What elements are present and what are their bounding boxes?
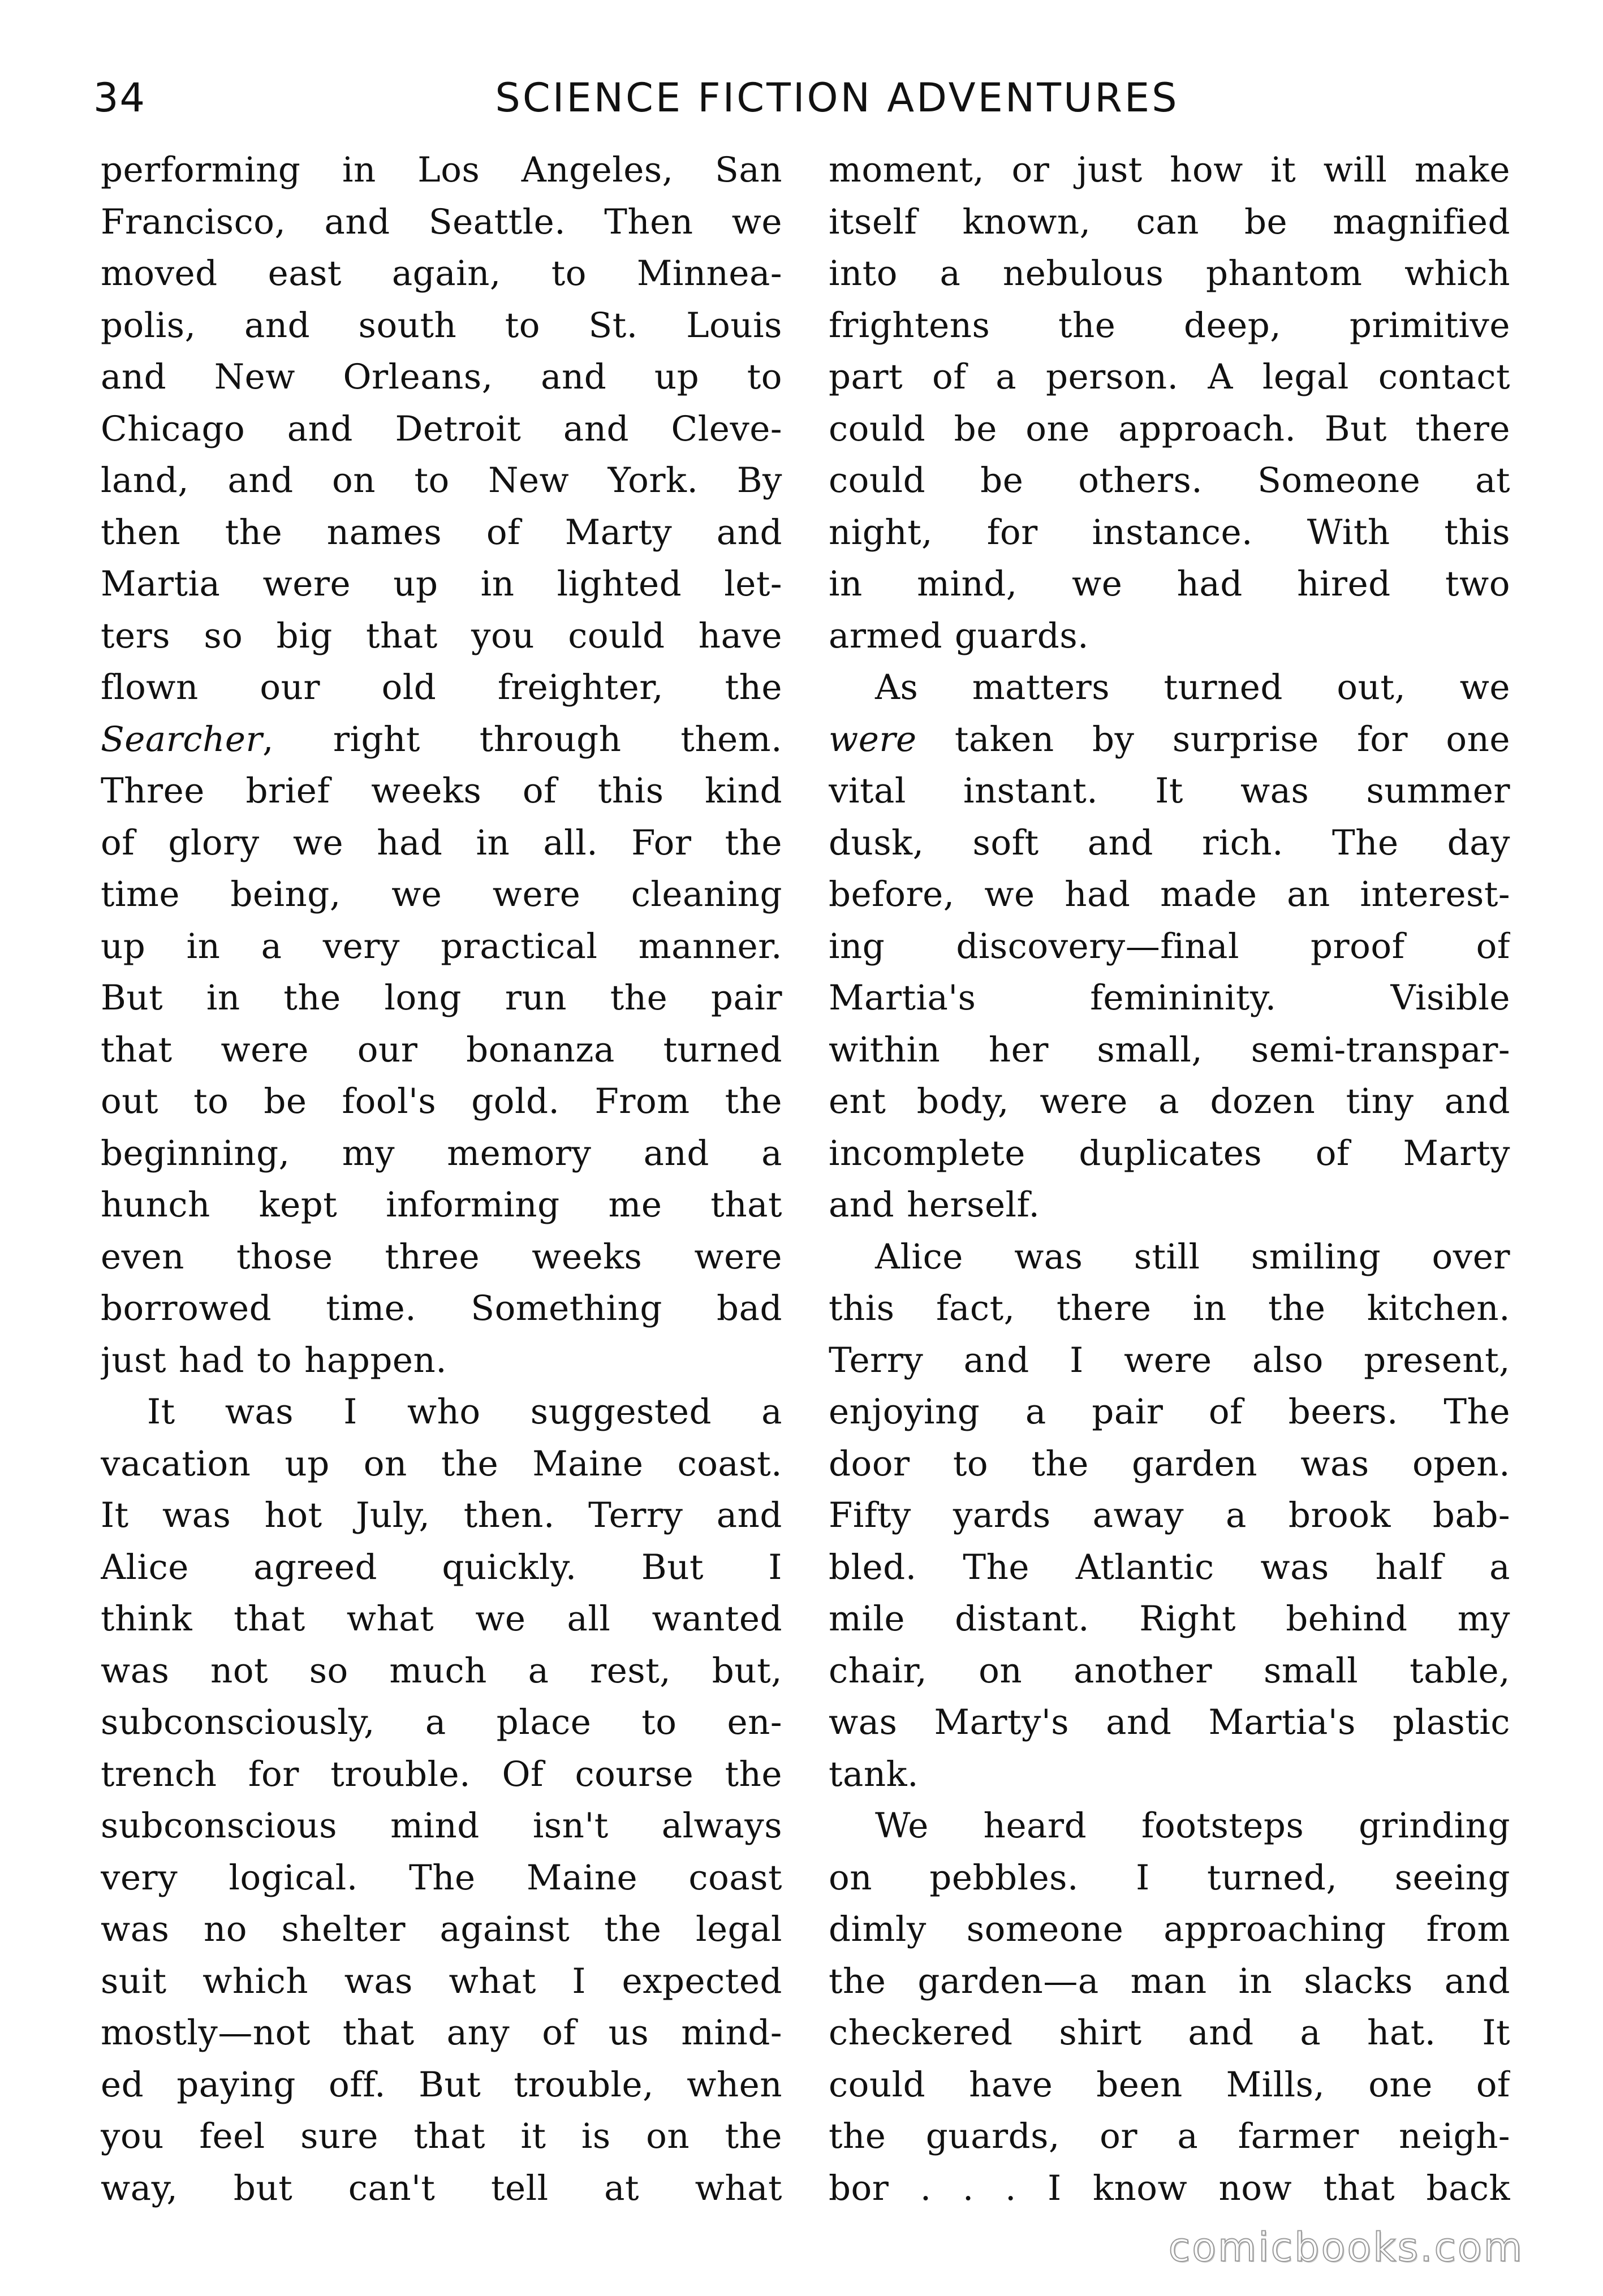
text-line: the guards, or a farmer neigh- bbox=[829, 2116, 1510, 2156]
text-line: Alice was still smiling over bbox=[875, 1236, 1510, 1277]
text-line: Martia's femininity. Visible bbox=[829, 978, 1510, 1018]
text-line: polis, and south to St. Louis bbox=[101, 305, 782, 346]
text-line: night, for instance. With this bbox=[829, 512, 1510, 553]
text-line: beginning, my memory and a bbox=[101, 1133, 782, 1173]
text-line: incomplete duplicates of Marty bbox=[829, 1133, 1510, 1173]
text-line: land, and on to New York. By bbox=[101, 460, 782, 500]
text-line: even those three weeks were bbox=[101, 1236, 782, 1277]
watermark: comicbooks.com bbox=[1168, 2224, 1524, 2271]
text-line: vital instant. It was summer bbox=[829, 771, 1510, 811]
text-line: Francisco, and Seattle. Then we bbox=[101, 201, 782, 242]
text-line: But in the long run the pair bbox=[101, 978, 782, 1018]
text-line: this fact, there in the kitchen. bbox=[829, 1288, 1510, 1328]
text-line: Alice agreed quickly. But I bbox=[101, 1547, 782, 1587]
text-line: on pebbles. I turned, seeing bbox=[829, 1857, 1510, 1898]
text-line: It was I who suggested a bbox=[147, 1392, 782, 1432]
text-line: into a nebulous phantom which bbox=[829, 253, 1510, 294]
text-line: bor . . . I know now that back bbox=[829, 2168, 1510, 2208]
text-line: checkered shirt and a hat. It bbox=[829, 2013, 1510, 2053]
text-line: time being, we were cleaning bbox=[101, 874, 782, 914]
text-line: could have been Mills, one of bbox=[829, 2064, 1510, 2105]
text-line: dusk, soft and rich. The day bbox=[829, 822, 1510, 863]
text-line: armed guards. bbox=[829, 615, 1089, 656]
magazine-title: SCIENCE FICTION ADVENTURES bbox=[495, 75, 1179, 121]
text-line: ters so big that you could have bbox=[101, 615, 782, 656]
text-line: hunch kept informing me that bbox=[101, 1185, 782, 1225]
text-line: think that what we all wanted bbox=[101, 1599, 782, 1639]
text-line: you feel sure that it is on the bbox=[101, 2116, 782, 2156]
text-line: bled. The Atlantic was half a bbox=[829, 1547, 1510, 1587]
text-line: was no shelter against the legal bbox=[101, 1909, 782, 1949]
text-line: was Marty's and Martia's plastic bbox=[829, 1702, 1510, 1742]
text-line: performing in Los Angeles, San bbox=[101, 150, 782, 190]
text-line: were taken by surprise for one bbox=[829, 719, 1510, 759]
text-line: door to the garden was open. bbox=[829, 1443, 1510, 1484]
text-line: part of a person. A legal contact bbox=[829, 357, 1510, 397]
text-line: suit which was what I expected bbox=[101, 1961, 782, 2001]
text-line: and New Orleans, and up to bbox=[101, 357, 782, 397]
text-line: up in a very practical manner. bbox=[101, 926, 782, 966]
text-line: before, we had made an interest- bbox=[829, 874, 1510, 914]
text-line: way, but can't tell at what bbox=[101, 2168, 782, 2208]
page-number: 34 bbox=[93, 75, 146, 121]
text-line: out to be fool's gold. From the bbox=[101, 1081, 782, 1121]
text-line: Searcher, right through them. bbox=[101, 719, 782, 759]
text-line: then the names of Marty and bbox=[101, 512, 782, 553]
text-line: Chicago and Detroit and Cleve- bbox=[101, 408, 782, 449]
text-line: Fifty yards away a brook bab- bbox=[829, 1495, 1510, 1535]
text-line: flown our old freighter, the bbox=[101, 667, 782, 707]
text-line: frightens the deep, primitive bbox=[829, 305, 1510, 346]
text-line: the garden—a man in slacks and bbox=[829, 1961, 1510, 2001]
text-line: moment, or just how it will make bbox=[829, 150, 1510, 190]
text-line: of glory we had in all. For the bbox=[101, 822, 782, 863]
text-line: enjoying a pair of beers. The bbox=[829, 1392, 1510, 1432]
text-line: in mind, we had hired two bbox=[829, 564, 1510, 604]
text-line: mile distant. Right behind my bbox=[829, 1599, 1510, 1639]
text-line: subconscious mind isn't always bbox=[101, 1806, 782, 1846]
text-line: could be one approach. But there bbox=[829, 408, 1510, 449]
text-line: just had to happen. bbox=[101, 1340, 447, 1380]
text-line: and herself. bbox=[829, 1185, 1040, 1225]
text-line: borrowed time. Something bad bbox=[101, 1288, 782, 1328]
left-text-column bbox=[101, 144, 782, 2214]
text-line: We heard footsteps grinding bbox=[875, 1806, 1510, 1846]
text-line: chair, on another small table, bbox=[829, 1650, 1510, 1691]
text-line: trench for trouble. Of course the bbox=[101, 1754, 782, 1794]
text-line: As matters turned out, we bbox=[875, 667, 1510, 707]
right-text-column bbox=[829, 144, 1510, 2214]
text-line: vacation up on the Maine coast. bbox=[101, 1443, 782, 1484]
text-line: itself known, can be magnified bbox=[829, 201, 1510, 242]
text-line: ed paying off. But trouble, when bbox=[101, 2064, 782, 2105]
text-line: ing discovery—final proof of bbox=[829, 926, 1510, 966]
text-line: mostly—not that any of us mind- bbox=[101, 2013, 782, 2053]
text-line: dimly someone approaching from bbox=[829, 1909, 1510, 1949]
text-line: could be others. Someone at bbox=[829, 460, 1510, 500]
text-line: that were our bonanza turned bbox=[101, 1029, 782, 1070]
text-line: Three brief weeks of this kind bbox=[101, 771, 782, 811]
text-line: was not so much a rest, but, bbox=[101, 1650, 782, 1691]
text-line: Martia were up in lighted let- bbox=[101, 564, 782, 604]
running-header bbox=[93, 67, 1513, 129]
text-line: moved east again, to Minnea- bbox=[101, 253, 782, 294]
text-line: tank. bbox=[829, 1754, 919, 1794]
text-line: It was hot July, then. Terry and bbox=[101, 1495, 782, 1535]
text-line: Terry and I were also present, bbox=[829, 1340, 1510, 1380]
text-line: within her small, semi-transpar- bbox=[829, 1029, 1510, 1070]
text-line: subconsciously, a place to en- bbox=[101, 1702, 782, 1742]
text-line: very logical. The Maine coast bbox=[101, 1857, 782, 1898]
text-line: ent body, were a dozen tiny and bbox=[829, 1081, 1510, 1121]
